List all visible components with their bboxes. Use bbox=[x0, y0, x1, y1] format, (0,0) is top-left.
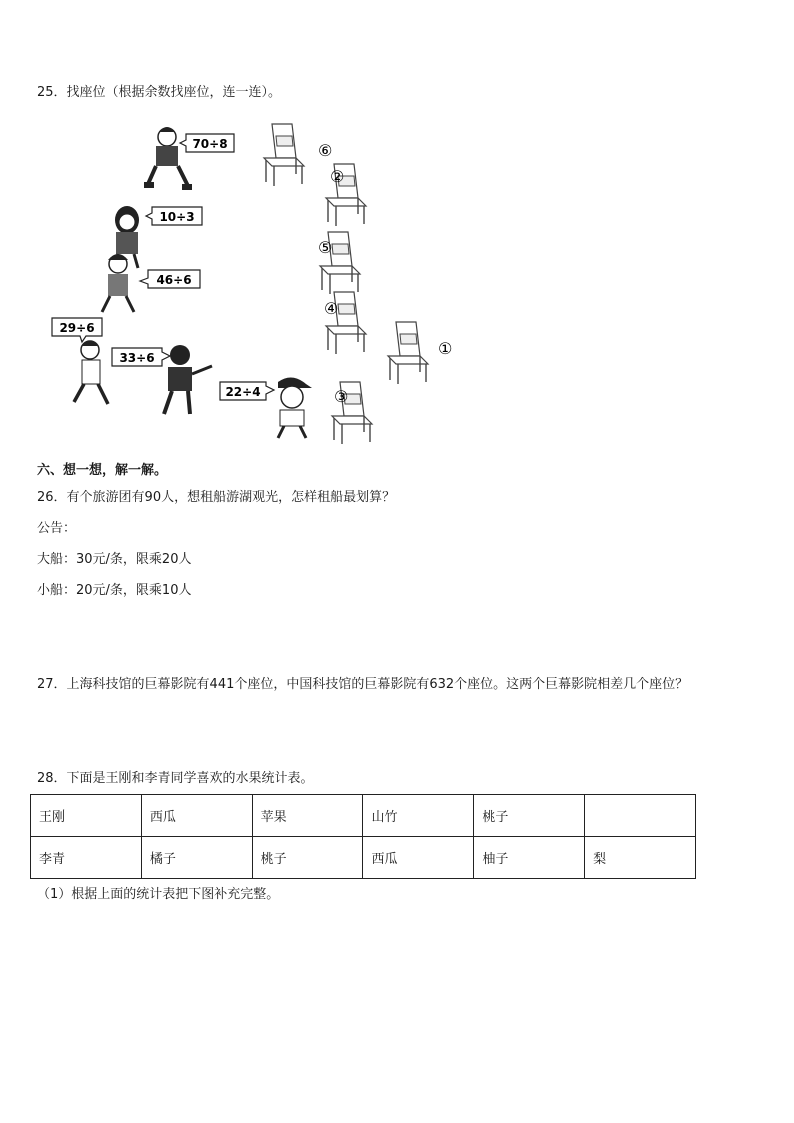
kid-figure-5 bbox=[164, 345, 212, 414]
q28-sub1: （1）根据上面的统计表把下图补充完整。 bbox=[37, 887, 280, 902]
table-cell: 西瓜 bbox=[141, 795, 252, 837]
q26-question: 26．有个旅游团有90人，想租船游湖观光，怎样租船最划算？ bbox=[37, 490, 396, 505]
chair-label-5: ① bbox=[438, 339, 453, 358]
fruit-table bbox=[30, 794, 696, 879]
chair-5 bbox=[388, 322, 428, 384]
table-row bbox=[31, 837, 696, 879]
table-cell: 橘子 bbox=[141, 837, 252, 879]
table-cell: 西瓜 bbox=[363, 837, 474, 879]
section-6-title: 六、想一想，解一解。 bbox=[37, 463, 168, 478]
chair-1 bbox=[264, 124, 304, 186]
kid-expr-5: 33÷6 bbox=[119, 351, 155, 365]
q27-question: 27．上海科技馆的巨幕影院有441个座位，中国科技馆的巨幕影院有632个座位。这两个巨幕影院相差几个座位？ bbox=[37, 677, 689, 692]
table-cell: 桃子 bbox=[252, 837, 363, 879]
kid-expr-2: 10÷3 bbox=[159, 210, 195, 224]
kid-expr-4: 29÷6 bbox=[59, 321, 95, 335]
table-cell: 梨 bbox=[585, 837, 696, 879]
table-cell: 王刚 bbox=[31, 795, 142, 837]
table-cell: 李青 bbox=[31, 837, 142, 879]
speech-bubble-2 bbox=[146, 207, 202, 225]
table-cell: 山竹 bbox=[363, 795, 474, 837]
q26-big-boat: 大船：30元/条，限乘20人 bbox=[37, 552, 192, 567]
speech-bubble-4 bbox=[52, 318, 102, 342]
kid-expr-6: 22÷4 bbox=[225, 385, 261, 399]
kid-expr-3: 46÷6 bbox=[156, 273, 192, 287]
speech-bubble-5 bbox=[112, 348, 170, 366]
table-row bbox=[31, 795, 696, 837]
chair-label-3: ⑤ bbox=[318, 238, 333, 257]
chair-label-1: ⑥ bbox=[318, 141, 333, 160]
kid-expr-1: 70÷8 bbox=[192, 137, 228, 151]
chair-label-4: ④ bbox=[324, 299, 339, 318]
seat-matching-figure bbox=[30, 112, 470, 447]
table-cell: 桃子 bbox=[474, 795, 585, 837]
chair-label-6: ③ bbox=[334, 387, 349, 406]
speech-bubble-1 bbox=[180, 134, 234, 152]
table-cell: 柚子 bbox=[474, 837, 585, 879]
kid-figure-4 bbox=[74, 341, 108, 404]
q25-title: 25．找座位（根据余数找座位，连一连）。 bbox=[37, 85, 282, 100]
q28-question: 28．下面是王刚和李青同学喜欢的水果统计表。 bbox=[37, 771, 314, 786]
speech-bubble-6 bbox=[220, 382, 274, 400]
table-cell bbox=[585, 795, 696, 837]
q26-notice: 公告： bbox=[37, 521, 77, 536]
q26-small-boat: 小船：20元/条，限乘10人 bbox=[37, 583, 192, 598]
kid-figure-1 bbox=[144, 127, 192, 190]
kid-figure-3 bbox=[102, 254, 134, 312]
speech-bubble-3 bbox=[140, 270, 200, 288]
table-cell: 苹果 bbox=[252, 795, 363, 837]
kid-figure-6 bbox=[278, 377, 312, 438]
chair-label-2: ② bbox=[330, 167, 345, 186]
